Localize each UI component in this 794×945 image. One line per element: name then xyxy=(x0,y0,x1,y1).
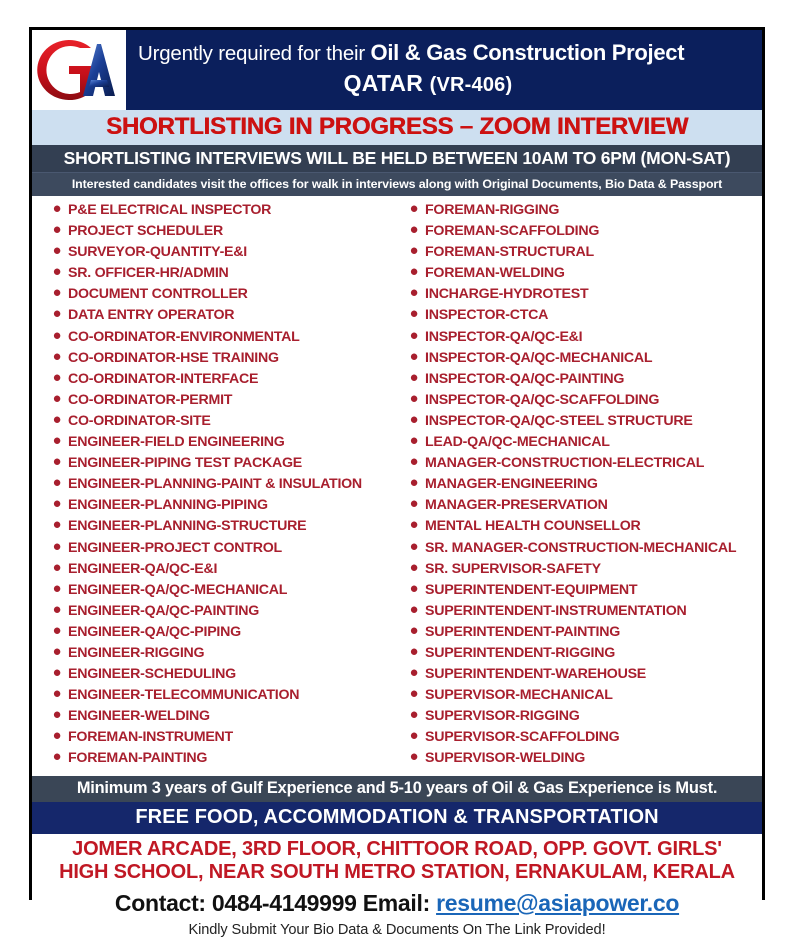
job-item xyxy=(46,410,397,434)
job-title: FOREMAN-PAINTING xyxy=(68,750,208,767)
bullet-icon: ● xyxy=(52,600,62,618)
bullet-icon: ● xyxy=(409,326,419,344)
job-item xyxy=(46,642,397,666)
job-item xyxy=(403,497,762,518)
bullet-icon: ● xyxy=(52,474,62,492)
job-item xyxy=(46,223,397,244)
header-title-block xyxy=(128,30,762,110)
job-item xyxy=(46,347,397,371)
job-title: SUPERINTENDENT-INSTRUMENTATION xyxy=(425,602,687,619)
job-item xyxy=(46,666,397,687)
shortlisting-title: SHORTLISTING IN PROGRESS – ZOOM INTERVIEW xyxy=(105,113,689,140)
submission-note-text: Kindly Submit Your Bio Data & Documents On The Link Provided! xyxy=(188,921,606,938)
job-title: P&E ELECTRICAL INSPECTOR xyxy=(68,202,272,218)
bullet-icon: ● xyxy=(409,221,419,239)
job-item xyxy=(46,455,397,476)
interview-hours-text: SHORTLISTING INTERVIEWS WILL BE HELD BETWEEN 10AM TO 6PM (MON-SAT) xyxy=(63,148,731,168)
bullet-icon: ● xyxy=(52,579,62,597)
job-item xyxy=(46,708,397,729)
header-tagline-project: Oil & Gas Construction Project xyxy=(370,39,685,65)
bullet-icon: ● xyxy=(409,642,419,660)
job-positions-section xyxy=(32,196,762,776)
bullet-icon: ● xyxy=(409,685,419,703)
job-title: SUPERVISOR-WELDING xyxy=(425,750,585,767)
submission-note xyxy=(32,918,762,945)
job-title: FOREMAN-SCAFFOLDING xyxy=(425,223,600,240)
company-logo xyxy=(32,30,128,110)
job-item xyxy=(46,537,397,561)
interview-hours-banner xyxy=(32,145,762,172)
job-item xyxy=(403,223,762,244)
job-title: SR. MANAGER-CONSTRUCTION-MECHANICAL xyxy=(425,539,737,556)
job-title: ENGINEER-WELDING xyxy=(68,708,210,725)
job-item xyxy=(46,265,397,286)
bullet-icon: ● xyxy=(409,516,419,534)
contact-line xyxy=(32,887,762,918)
bullet-icon: ● xyxy=(409,727,419,745)
job-title: LEAD-QA/QC-MECHANICAL xyxy=(425,434,610,451)
bullet-icon: ● xyxy=(52,706,62,724)
experience-requirement-band xyxy=(32,776,762,802)
bullet-icon: ● xyxy=(409,474,419,492)
job-item xyxy=(403,621,762,645)
job-item xyxy=(403,750,762,771)
job-item xyxy=(403,410,762,434)
job-title: MANAGER-PRESERVATION xyxy=(425,497,608,514)
bullet-icon: ● xyxy=(52,748,62,766)
job-title: MANAGER-ENGINEERING xyxy=(425,476,598,493)
bullet-icon: ● xyxy=(52,642,62,660)
bullet-icon: ● xyxy=(52,621,62,639)
job-title: SUPERVISOR-RIGGING xyxy=(425,708,580,725)
bullet-icon: ● xyxy=(409,410,419,428)
job-item xyxy=(403,708,762,729)
job-title: SUPERINTENDENT-RIGGING xyxy=(425,644,615,661)
job-title: PROJECT SCHEDULER xyxy=(68,223,223,240)
job-title: INSPECTOR-QA/QC-MECHANICAL xyxy=(425,349,653,366)
job-item xyxy=(46,579,397,603)
job-title: DOCUMENT CONTROLLER xyxy=(68,286,248,303)
address-line-2: HIGH SCHOOL, NEAR SOUTH METRO STATION, ERNAKULAM, KERALA xyxy=(59,861,735,884)
job-item xyxy=(46,687,397,708)
header-reference: (VR-406) xyxy=(429,73,513,96)
header-country: QATAR xyxy=(343,69,424,96)
bullet-icon: ● xyxy=(52,516,62,534)
job-title: FOREMAN-STRUCTURAL xyxy=(425,244,594,261)
bullet-icon: ● xyxy=(52,326,62,344)
bullet-icon: ● xyxy=(52,495,62,513)
job-item xyxy=(403,347,762,371)
bullet-icon: ● xyxy=(52,305,62,323)
bullet-icon: ● xyxy=(52,432,62,450)
ga-logo-icon xyxy=(39,34,119,106)
header-tagline xyxy=(138,41,756,66)
job-title: SR. SUPERVISOR-SAFETY xyxy=(425,560,601,577)
job-item xyxy=(403,666,762,687)
walkin-note-banner xyxy=(32,172,762,196)
job-item xyxy=(403,265,762,286)
job-title: MANAGER-CONSTRUCTION-ELECTRICAL xyxy=(425,455,705,472)
bullet-icon: ● xyxy=(409,600,419,618)
benefits-band xyxy=(32,802,762,834)
bullet-icon: ● xyxy=(52,284,62,302)
job-item xyxy=(46,389,397,413)
bullet-icon: ● xyxy=(409,579,419,597)
job-item xyxy=(403,202,762,223)
job-column-right xyxy=(397,202,762,772)
bullet-icon: ● xyxy=(409,537,419,555)
job-title: FOREMAN-INSTRUMENT xyxy=(68,729,233,746)
job-title: CO-ORDINATOR-INTERFACE xyxy=(68,370,259,387)
job-item xyxy=(403,558,762,582)
job-item xyxy=(403,537,762,561)
job-item xyxy=(46,244,397,265)
job-title: INSPECTOR-QA/QC-STEEL STRUCTURE xyxy=(425,412,693,429)
job-title: INSPECTOR-QA/QC-PAINTING xyxy=(425,370,625,387)
job-item xyxy=(403,579,762,603)
job-title: SUPERINTENDENT-EQUIPMENT xyxy=(425,581,638,598)
bullet-icon: ● xyxy=(409,453,419,471)
job-title: SUPERVISOR-SCAFFOLDING xyxy=(425,729,620,746)
job-title: MENTAL HEALTH COUNSELLOR xyxy=(425,518,641,535)
job-item xyxy=(46,202,397,223)
bullet-icon: ● xyxy=(52,664,62,682)
job-item xyxy=(46,476,397,497)
bullet-icon: ● xyxy=(52,453,62,471)
bullet-icon: ● xyxy=(409,200,419,217)
bullet-icon: ● xyxy=(52,200,62,217)
job-item xyxy=(403,434,762,455)
job-item xyxy=(46,307,397,328)
job-item xyxy=(403,286,762,307)
bullet-icon: ● xyxy=(409,558,419,576)
job-title: INSPECTOR-QA/QC-E&I xyxy=(425,328,583,345)
bullet-icon: ● xyxy=(409,305,419,323)
bullet-icon: ● xyxy=(409,664,419,682)
job-title: CO-ORDINATOR-ENVIRONMENTAL xyxy=(68,328,300,345)
address-line-1: JOMER ARCADE, 3RD FLOOR, CHITTOOR ROAD, OPP. GOVT. GIRLS' xyxy=(72,837,722,860)
job-item xyxy=(46,434,397,455)
bullet-icon: ● xyxy=(409,389,419,407)
job-title: ENGINEER-FIELD ENGINEERING xyxy=(68,434,285,451)
contact-phone-label: Contact: 0484-4149999 Email: xyxy=(114,889,437,916)
job-title: ENGINEER-QA/QC-E&I xyxy=(68,560,218,577)
job-title: INSPECTOR-CTCA xyxy=(425,307,549,324)
poster-header xyxy=(32,30,762,110)
job-item xyxy=(403,518,762,539)
job-item xyxy=(46,326,397,350)
bullet-icon: ● xyxy=(409,432,419,450)
job-item xyxy=(403,600,762,624)
shortlisting-banner xyxy=(32,110,762,145)
bullet-icon: ● xyxy=(52,685,62,703)
job-title: SURVEYOR-QUANTITY-E&I xyxy=(68,244,247,261)
job-title: ENGINEER-QA/QC-PAINTING xyxy=(68,602,260,619)
job-item xyxy=(403,729,762,750)
header-tagline-prefix: Urgently required for their xyxy=(138,41,371,65)
job-item xyxy=(46,600,397,624)
job-title: SR. OFFICER-HR/ADMIN xyxy=(68,265,229,282)
benefits-text: FREE FOOD, ACCOMMODATION & TRANSPORTATION xyxy=(135,805,659,828)
job-item xyxy=(403,455,762,476)
bullet-icon: ● xyxy=(52,727,62,745)
bullet-icon: ● xyxy=(409,495,419,513)
job-title: DATA ENTRY OPERATOR xyxy=(68,307,235,324)
bullet-icon: ● xyxy=(52,221,62,239)
bullet-icon: ● xyxy=(409,263,419,281)
bullet-icon: ● xyxy=(409,284,419,302)
bullet-icon: ● xyxy=(409,347,419,365)
job-title: FOREMAN-WELDING xyxy=(425,265,565,282)
experience-requirement-text: Minimum 3 years of Gulf Experience and 5-10 years of Oil & Gas Experience is Must. xyxy=(76,778,718,797)
bullet-icon: ● xyxy=(52,368,62,386)
job-item xyxy=(46,518,397,539)
walkin-note-text: Interested candidates visit the offices for walk in interviews along with Original Documents, Bio Data & Passport xyxy=(71,177,723,191)
job-title: FOREMAN-RIGGING xyxy=(425,202,560,218)
job-title: ENGINEER-RIGGING xyxy=(68,644,205,661)
header-country-line xyxy=(138,70,756,98)
job-item xyxy=(46,497,397,518)
job-item xyxy=(46,729,397,750)
bullet-icon: ● xyxy=(52,537,62,555)
bullet-icon: ● xyxy=(52,263,62,281)
job-title: SUPERVISOR-MECHANICAL xyxy=(425,687,613,704)
office-address xyxy=(32,834,762,887)
bullet-icon: ● xyxy=(409,621,419,639)
bullet-icon: ● xyxy=(409,706,419,724)
job-title: ENGINEER-PROJECT CONTROL xyxy=(68,539,282,556)
job-title: ENGINEER-PLANNING-PIPING xyxy=(68,497,268,514)
bullet-icon: ● xyxy=(409,368,419,386)
job-item xyxy=(403,368,762,392)
job-item xyxy=(46,621,397,645)
bullet-icon: ● xyxy=(52,558,62,576)
job-title: ENGINEER-QA/QC-MECHANICAL xyxy=(68,581,288,598)
job-item xyxy=(46,368,397,392)
bullet-icon: ● xyxy=(52,347,62,365)
job-item xyxy=(46,750,397,771)
bullet-icon: ● xyxy=(409,242,419,260)
bullet-icon: ● xyxy=(409,748,419,766)
job-item xyxy=(403,476,762,497)
job-advertisement-poster xyxy=(29,27,765,938)
job-title: CO-ORDINATOR-PERMIT xyxy=(68,391,233,408)
job-title: ENGINEER-SCHEDULING xyxy=(68,666,236,683)
bullet-icon: ● xyxy=(52,389,62,407)
job-title: ENGINEER-PLANNING-PAINT & INSULATION xyxy=(68,476,362,493)
job-item xyxy=(403,389,762,413)
job-title: SUPERINTENDENT-PAINTING xyxy=(425,623,620,640)
job-title: SUPERINTENDENT-WAREHOUSE xyxy=(425,666,647,683)
job-title: ENGINEER-TELECOMMUNICATION xyxy=(68,687,300,704)
bullet-icon: ● xyxy=(52,242,62,260)
job-item xyxy=(46,286,397,307)
job-item xyxy=(403,687,762,708)
job-title: ENGINEER-PLANNING-STRUCTURE xyxy=(68,518,307,535)
job-item xyxy=(403,326,762,350)
job-item xyxy=(403,244,762,265)
job-title: INCHARGE-HYDROTEST xyxy=(425,286,589,303)
job-title: CO-ORDINATOR-SITE xyxy=(68,412,211,429)
job-column-left xyxy=(32,202,397,772)
job-item xyxy=(46,558,397,582)
job-title: ENGINEER-QA/QC-PIPING xyxy=(68,623,241,640)
job-title: ENGINEER-PIPING TEST PACKAGE xyxy=(68,455,302,472)
job-title: CO-ORDINATOR-HSE TRAINING xyxy=(68,349,279,366)
job-title: INSPECTOR-QA/QC-SCAFFOLDING xyxy=(425,391,660,408)
job-item xyxy=(403,307,762,328)
contact-email-link[interactable]: resume@asiapower.co xyxy=(436,889,680,916)
job-item xyxy=(403,642,762,666)
bullet-icon: ● xyxy=(52,410,62,428)
